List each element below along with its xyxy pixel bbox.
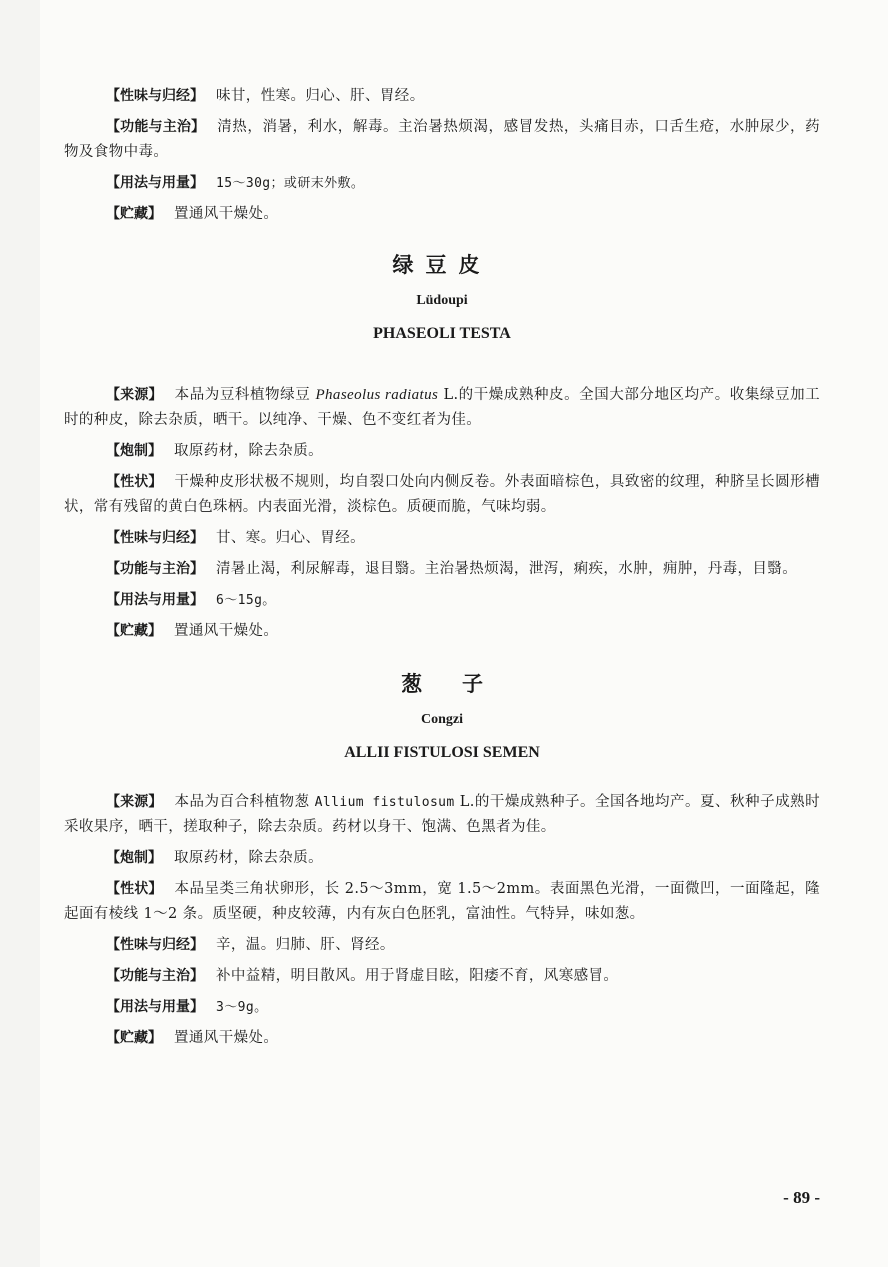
storage-paragraph <box>64 202 820 227</box>
page-number: - 89 - <box>783 1188 820 1207</box>
usage-paragraph <box>64 171 820 196</box>
section-text: 辛，温。归肺、肝、肾经。 <box>216 937 395 953</box>
nature-paragraph <box>64 933 820 958</box>
section-text: 补中益精，明目散风。用于肾虚目眩，阳痿不育，风寒感冒。 <box>216 968 619 984</box>
section-text: 3～9g。 <box>216 1000 268 1015</box>
section-label: 【炮制】 <box>106 443 162 459</box>
section-label: 【功能与主治】 <box>106 968 204 984</box>
section-text: L.的干燥成熟种子。全国各地均产。夏、秋种子成熟时采收果序，晒干，搓取种子，除去杂质。药材以身干、饱满、色黑者为佳。 <box>64 794 820 835</box>
character-paragraph <box>64 877 820 927</box>
section-label: 【功能与主治】 <box>106 119 206 135</box>
entry-pinyin: Congzi <box>421 712 463 727</box>
nature-paragraph <box>64 84 820 109</box>
usage-paragraph <box>64 588 820 613</box>
section-label: 【性状】 <box>106 474 163 490</box>
processing-paragraph <box>64 439 820 464</box>
nature-paragraph <box>64 526 820 551</box>
species-name: Allium fistulosum <box>314 795 455 810</box>
section-label: 【用法与用量】 <box>106 592 204 608</box>
section-label: 【来源】 <box>106 387 163 403</box>
function-paragraph <box>64 557 820 582</box>
section-label: 【贮藏】 <box>106 623 162 639</box>
section-label: 【用法与用量】 <box>106 175 204 191</box>
entry-latin-name: ALLII FISTULOSI SEMEN <box>344 744 540 761</box>
section-text: 本品为百合科植物葱 <box>174 794 310 810</box>
entry-header <box>64 668 820 762</box>
species-name: Phaseolus radiatus <box>315 387 439 403</box>
section-text: 取原药材，除去杂质。 <box>174 443 323 459</box>
page-content <box>64 84 820 1057</box>
section-text: L.的干燥成熟种皮。全国大部分地区均产。收集绿豆加工时的种皮，除去杂质，晒干。以纯净、干燥、色不变红者为佳。 <box>64 387 821 428</box>
section-text: 置通风干燥处。 <box>174 206 279 222</box>
entry-title-cn: 绿豆皮 <box>392 253 492 277</box>
section-label: 【性味与归经】 <box>106 88 204 104</box>
source-paragraph <box>64 790 820 840</box>
section-text: 本品为豆科植物绿豆 <box>174 387 311 403</box>
section-label: 【性味与归经】 <box>106 937 204 953</box>
processing-paragraph <box>64 846 820 871</box>
section-text: 本品呈类三角状卵形，长 2.5～3mm，宽 1.5～2mm。表面黑色光滑，一面微凹，一面隆起，隆起面有棱线 1～2 条。质坚硬，种皮较薄，内有灰白色胚乳，富油性。气特异，味如葱。 <box>64 881 821 922</box>
section-label: 【功能与主治】 <box>106 561 204 577</box>
section-label: 【贮藏】 <box>106 206 162 222</box>
section-text: 清热，消暑，利水，解毒。主治暑热烦渴，感冒发热，头痛目赤，口舌生疮，水肿尿少，药物及食物中毒。 <box>64 119 820 160</box>
section-label: 【用法与用量】 <box>106 999 204 1015</box>
section-text: 取原药材，除去杂质。 <box>174 850 323 866</box>
section-label: 【来源】 <box>106 794 163 810</box>
section-text: 6～15g。 <box>216 593 276 608</box>
entry-header <box>64 249 820 343</box>
section-label: 【性味与归经】 <box>106 530 204 546</box>
section-text: 甘、寒。归心、胃经。 <box>216 530 365 546</box>
section-label: 【炮制】 <box>106 850 162 866</box>
source-paragraph <box>64 383 820 433</box>
entry-title-cn: 葱子 <box>401 672 523 696</box>
section-text: 味甘，性寒。归心、肝、胃经。 <box>216 88 425 104</box>
storage-paragraph <box>64 1026 820 1051</box>
entry-latin-name: PHASEOLI TESTA <box>373 325 511 342</box>
section-text: 置通风干燥处。 <box>174 1030 279 1046</box>
storage-paragraph <box>64 619 820 644</box>
section-text: 置通风干燥处。 <box>174 623 279 639</box>
section-label: 【贮藏】 <box>106 1030 162 1046</box>
function-paragraph <box>64 115 820 165</box>
function-paragraph <box>64 964 820 989</box>
section-text: 清暑止渴，利尿解毒，退目翳。主治暑热烦渴，泄泻，痢疾，水肿，痈肿，丹毒，目翳。 <box>216 561 798 577</box>
usage-paragraph <box>64 995 820 1020</box>
section-text: 干燥种皮形状极不规则，均自裂口处向内侧反卷。外表面暗棕色，具致密的纹理，种脐呈长圆形槽状，常有残留的黄白色珠柄。内表面光滑，淡棕色。质硬而脆，气味均弱。 <box>64 474 821 515</box>
entry-pinyin: Lüdoupi <box>416 293 468 308</box>
section-text: 15～30g；或研末外敷。 <box>216 176 365 191</box>
section-label: 【性状】 <box>106 881 163 897</box>
character-paragraph <box>64 470 820 520</box>
